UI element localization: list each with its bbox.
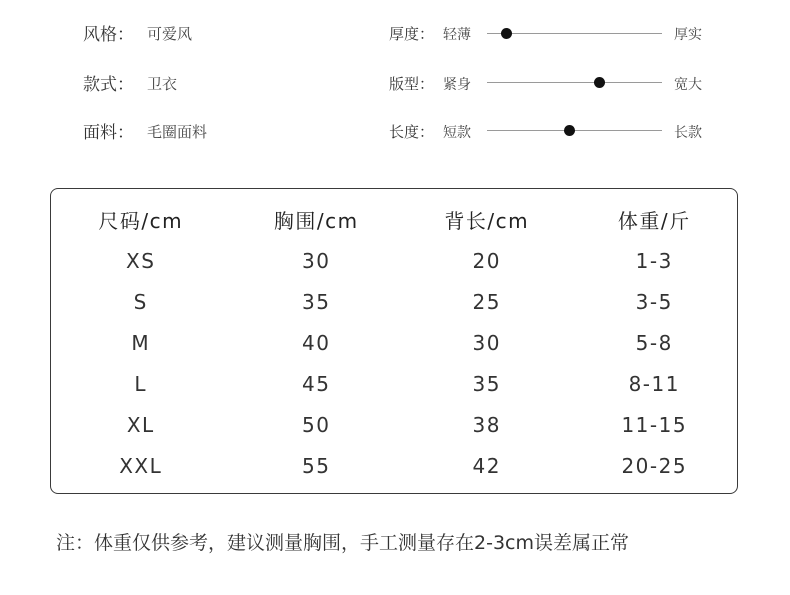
slider-max-label: 宽大 <box>674 77 702 93</box>
table-row <box>51 322 737 363</box>
table-cell: 42 <box>472 453 501 478</box>
table-cell: 8-11 <box>628 371 680 396</box>
slider-track <box>487 33 662 34</box>
table-row <box>51 404 737 445</box>
table-cell: L <box>134 371 148 396</box>
table-cell: 11-15 <box>621 412 688 437</box>
table-cell: M <box>131 330 151 355</box>
table-cell: 3-5 <box>635 289 673 314</box>
slider-label: 厚度： <box>389 25 435 43</box>
table-cell: 30 <box>472 330 501 355</box>
slider-max-label: 长款 <box>674 125 702 141</box>
column-header-weight: 体重/斤 <box>617 209 691 233</box>
slider-indicator <box>594 77 605 88</box>
slider-indicator <box>501 28 512 39</box>
table-cell: 30 <box>302 248 331 273</box>
table-cell: 25 <box>472 289 501 314</box>
table-cell: XL <box>126 412 155 437</box>
attribute-label: 面料： <box>83 123 134 143</box>
size-chart <box>50 188 738 494</box>
slider-label: 长度： <box>389 123 435 141</box>
slider-label: 版型： <box>389 75 435 93</box>
table-row <box>51 240 737 281</box>
table-cell: 35 <box>472 371 501 396</box>
table-cell: S <box>133 289 148 314</box>
table-cell: 45 <box>302 371 331 396</box>
table-cell: 40 <box>302 330 331 355</box>
column-header-size: 尺码/cm <box>98 209 184 233</box>
column-header-chest: 胸围/cm <box>273 209 359 233</box>
table-cell: 55 <box>302 453 331 478</box>
measurement-note: 注：体重仅供参考，建议测量胸围，手工测量存在2-3cm误差属正常 <box>56 532 629 554</box>
table-cell: XS <box>126 248 156 273</box>
table-row <box>51 363 737 404</box>
attribute-label: 风格： <box>83 25 134 45</box>
slider-track <box>487 82 662 83</box>
slider-min-label: 短款 <box>443 125 471 141</box>
slider-max-label: 厚实 <box>674 27 702 43</box>
attribute-value: 可爱风 <box>147 25 193 43</box>
attribute-value: 毛圈面料 <box>147 123 208 141</box>
table-cell: 1-3 <box>635 248 673 273</box>
attribute-value: 卫衣 <box>147 75 178 93</box>
column-header-back-length: 背长/cm <box>444 209 530 233</box>
table-cell: 20 <box>472 248 501 273</box>
slider-min-label: 轻薄 <box>443 27 471 43</box>
slider-min-label: 紧身 <box>443 77 471 93</box>
table-row <box>51 445 737 486</box>
table-cell: 35 <box>302 289 331 314</box>
table-cell: 50 <box>302 412 331 437</box>
table-cell: XXL <box>119 453 163 478</box>
table-cell: 38 <box>472 412 501 437</box>
attribute-label: 款式： <box>83 75 134 95</box>
table-row <box>51 281 737 322</box>
slider-indicator <box>564 125 575 136</box>
table-cell: 20-25 <box>621 453 688 478</box>
table-cell: 5-8 <box>635 330 673 355</box>
size-table <box>51 199 737 486</box>
table-header-row <box>51 199 737 240</box>
